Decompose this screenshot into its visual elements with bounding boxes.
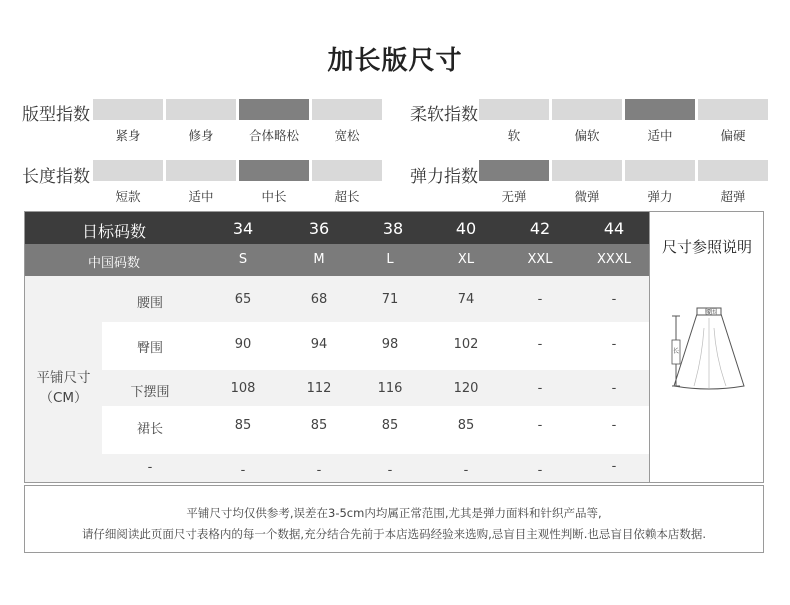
elasticity-option: 弹力 <box>647 189 673 204</box>
cn-size-cell: M <box>313 252 325 267</box>
jp-size-cell: 38 <box>382 219 404 238</box>
table-cell: - <box>537 337 543 352</box>
table-cell: 68 <box>310 292 328 307</box>
table-cell: 90 <box>234 337 252 352</box>
elasticity-index-label: 弹力指数 <box>410 167 478 187</box>
softness-option: 软 <box>507 128 521 143</box>
elasticity-index-segment <box>552 160 622 181</box>
jp-size-cell: 40 <box>455 219 477 238</box>
table-cell: - <box>240 463 246 478</box>
diagram-length-label: 长 <box>672 348 679 355</box>
cn-size-cell: XL <box>457 252 475 267</box>
note-line: 平铺尺寸均仅供参考,误差在3-5cm内均属正常范围,尤其是弹力面料和针织产品等, <box>186 506 602 520</box>
table-cell: - <box>537 381 543 396</box>
table-cell: 74 <box>457 292 475 307</box>
table-cell: - <box>537 418 543 433</box>
jp-size-cell: 42 <box>529 219 551 238</box>
softness-index-segment-active <box>625 99 695 120</box>
cn-size-cell: S <box>238 252 248 267</box>
length-option: 适中 <box>188 189 214 204</box>
version-option: 宽松 <box>334 128 360 143</box>
jp-size-header-label: 日标码数 <box>81 222 146 241</box>
elasticity-index-segment <box>625 160 695 181</box>
table-cell: 108 <box>230 381 256 396</box>
length-index-label: 长度指数 <box>22 167 90 187</box>
cn-size-cell: XXL <box>527 252 553 267</box>
measurement-group-unit: （CM） <box>39 390 88 406</box>
table-cell: - <box>537 292 543 307</box>
table-cell: 102 <box>453 337 479 352</box>
length-index-segment <box>166 160 236 181</box>
table-cell: - <box>611 459 617 474</box>
softness-index-label: 柔软指数 <box>410 105 478 125</box>
table-cell: 98 <box>381 337 399 352</box>
page-title: 加长版尺寸 <box>327 46 463 76</box>
cn-size-cell: XXXL <box>597 252 631 267</box>
length-option: 中长 <box>261 189 287 204</box>
reference-title: 尺寸参照说明 <box>661 238 752 256</box>
elasticity-index-segment <box>698 160 768 181</box>
jp-size-cell: 34 <box>232 219 254 238</box>
length-index-segment <box>312 160 382 181</box>
softness-option: 适中 <box>647 128 673 143</box>
length-option: 短款 <box>115 189 141 204</box>
elasticity-index-segment-active <box>479 160 549 181</box>
version-index-segment <box>312 99 382 120</box>
softness-index-segment <box>552 99 622 120</box>
row-label: - <box>147 460 153 475</box>
row-label: 裙长 <box>136 422 163 437</box>
table-cell: 85 <box>381 418 399 433</box>
softness-index-segment <box>698 99 768 120</box>
measurement-group-label: 平铺尺寸 <box>36 370 91 386</box>
elasticity-option: 无弹 <box>501 189 527 204</box>
row-label: 腰围 <box>136 296 163 311</box>
version-option: 合体略松 <box>248 128 299 143</box>
diagram-waist-label: 腰围 <box>704 309 717 316</box>
table-cell: - <box>537 463 543 478</box>
length-option: 超长 <box>334 189 360 204</box>
note-line: 请仔细阅读此页面尺寸表格内的每一个数据,充分结合先前于本店选码经验来选购,忌盲目主观性判断.也忌盲目依赖本店数据. <box>81 527 707 541</box>
table-cell: 65 <box>234 292 252 307</box>
jp-size-cell: 44 <box>603 219 625 238</box>
version-index-label: 版型指数 <box>22 105 90 125</box>
table-cell: - <box>611 418 617 433</box>
cn-size-header-label: 中国码数 <box>87 256 140 271</box>
elasticity-option: 超弹 <box>720 189 746 204</box>
length-index-segment-active <box>239 160 309 181</box>
table-cell: 112 <box>306 381 332 396</box>
version-index-segment <box>93 99 163 120</box>
softness-index-segment <box>479 99 549 120</box>
table-cell: - <box>611 292 617 307</box>
table-cell: 120 <box>453 381 479 396</box>
version-index-segment-active <box>239 99 309 120</box>
table-cell: 85 <box>310 418 328 433</box>
version-option: 修身 <box>188 128 214 143</box>
cn-size-cell: L <box>386 252 394 267</box>
jp-size-cell: 36 <box>308 219 330 238</box>
softness-option: 偏软 <box>574 128 600 143</box>
table-cell: 85 <box>457 418 475 433</box>
version-index-segment <box>166 99 236 120</box>
table-cell: - <box>316 463 322 478</box>
row-label: 下摆围 <box>130 385 170 400</box>
softness-option: 偏硬 <box>720 128 746 143</box>
row-label: 臀围 <box>136 341 163 356</box>
table-cell: 94 <box>310 337 328 352</box>
table-cell: 85 <box>234 418 252 433</box>
version-option: 紧身 <box>115 128 141 143</box>
table-cell: 116 <box>377 381 403 396</box>
elasticity-option: 微弹 <box>574 189 600 204</box>
table-cell: - <box>463 463 469 478</box>
length-index-segment <box>93 160 163 181</box>
table-cell: - <box>611 381 617 396</box>
table-cell: 71 <box>381 292 399 307</box>
skirt-diagram <box>664 298 754 398</box>
table-cell: - <box>387 463 393 478</box>
table-cell: - <box>611 337 617 352</box>
